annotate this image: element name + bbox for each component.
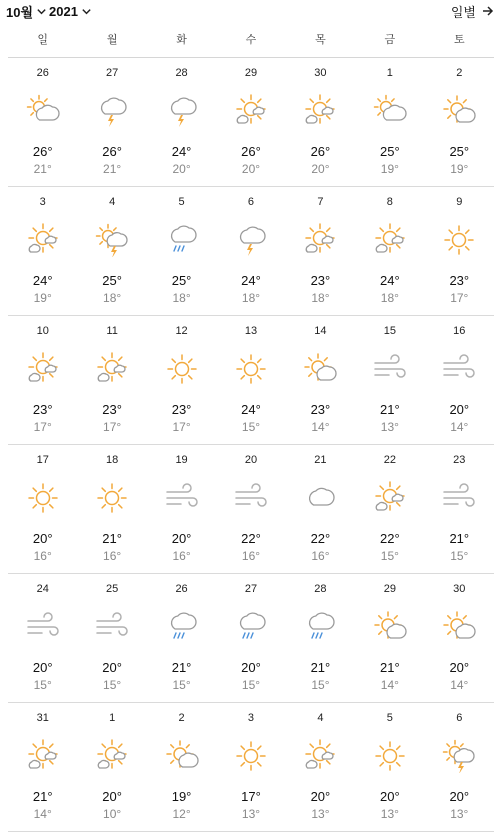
high-temperature: 20° <box>449 789 470 804</box>
sun-small-cloud-icon <box>26 223 60 257</box>
day-number: 5 <box>386 712 393 724</box>
low-temperature: 15° <box>103 678 122 692</box>
rain-cloud-icon <box>234 610 268 644</box>
low-temperature: 13° <box>311 807 330 821</box>
high-temperature: 20° <box>102 660 122 675</box>
sun-small-cloud-icon <box>26 739 60 773</box>
day-number: 2 <box>456 67 463 79</box>
weekday-thu: 목 <box>315 34 326 46</box>
low-temperature: 13° <box>380 807 399 821</box>
calendar-day-cell[interactable] <box>216 58 285 186</box>
day-number: 27 <box>244 583 258 595</box>
day-number: 30 <box>314 67 327 79</box>
sun-thunder-icon <box>442 739 476 773</box>
calendar-day-cell[interactable] <box>147 316 216 444</box>
calendar-day-cell[interactable] <box>355 445 424 573</box>
calendar-day-cell[interactable] <box>286 58 355 186</box>
low-temperature: 15° <box>33 678 52 692</box>
high-temperature: 20° <box>310 789 331 804</box>
low-temperature: 15° <box>380 549 399 563</box>
day-number: 22 <box>383 454 396 466</box>
weekday-fri: 금 <box>384 34 396 46</box>
low-temperature: 16° <box>172 549 191 563</box>
high-temperature: 23° <box>449 273 470 288</box>
low-temperature: 18° <box>311 291 330 305</box>
low-temperature: 13° <box>241 807 261 821</box>
weekday-header <box>0 30 502 50</box>
day-number: 8 <box>386 196 393 208</box>
day-number: 7 <box>317 196 324 208</box>
high-temperature: 25° <box>380 144 400 159</box>
day-number: 10 <box>36 325 49 337</box>
day-number: 26 <box>36 67 49 79</box>
day-number: 28 <box>314 583 327 595</box>
calendar-day-cell[interactable] <box>147 703 216 831</box>
high-temperature: 20° <box>171 531 192 546</box>
sun-small-cloud-icon <box>234 94 268 128</box>
sun-small-cloud-icon <box>303 223 337 257</box>
calendar-day-cell[interactable] <box>286 445 355 573</box>
thunder-cloud-icon <box>95 94 129 128</box>
high-temperature: 19° <box>171 789 192 804</box>
high-temperature: 24° <box>32 273 53 288</box>
calendar-day-cell[interactable] <box>77 703 146 831</box>
low-temperature: 17° <box>33 420 52 434</box>
calendar-day-cell[interactable] <box>355 574 424 702</box>
calendar-day-cell[interactable] <box>425 703 494 831</box>
sun-small-cloud-icon <box>373 223 407 257</box>
calendar-day-cell[interactable] <box>425 445 494 573</box>
thunder-cloud-icon <box>234 223 268 257</box>
wind-icon <box>26 610 60 644</box>
partly-cloudy-icon <box>373 610 407 644</box>
day-number: 1 <box>386 67 393 79</box>
wind-icon <box>95 610 129 644</box>
weekday-tue: 화 <box>176 34 187 46</box>
calendar-week-row <box>8 187 494 316</box>
sun-small-cloud-icon <box>303 94 337 128</box>
rain-cloud-icon <box>165 610 199 644</box>
day-number: 26 <box>175 583 188 595</box>
day-number: 27 <box>106 67 119 79</box>
high-temperature: 26° <box>102 144 122 159</box>
sun-behind-cloud-icon <box>373 94 407 128</box>
calendar-day-cell[interactable] <box>286 187 355 315</box>
low-temperature: 14° <box>33 807 52 821</box>
wind-icon <box>442 352 476 386</box>
sun-small-cloud-icon <box>26 352 60 386</box>
high-temperature: 24° <box>171 144 192 159</box>
day-number: 4 <box>109 196 116 208</box>
high-temperature: 20° <box>32 660 53 675</box>
calendar-week-row <box>8 58 494 187</box>
calendar-week-row <box>8 316 494 445</box>
calendar-day-cell[interactable] <box>216 187 285 315</box>
day-number: 20 <box>244 454 258 466</box>
high-temperature: 26° <box>241 144 261 159</box>
calendar-header <box>0 0 502 24</box>
day-number: 13 <box>244 325 258 337</box>
calendar-day-cell[interactable] <box>216 316 285 444</box>
day-number: 14 <box>314 325 327 337</box>
high-temperature: 22° <box>241 531 261 546</box>
calendar-day-cell[interactable] <box>355 187 424 315</box>
day-number: 1 <box>109 712 116 724</box>
low-temperature: 18° <box>103 291 122 305</box>
day-number: 25 <box>106 583 119 595</box>
sun-small-cloud-icon <box>95 352 129 386</box>
high-temperature: 24° <box>380 273 400 288</box>
calendar-day-cell[interactable] <box>8 187 77 315</box>
year-selector[interactable] <box>49 2 92 20</box>
calendar-week-row <box>8 574 494 703</box>
calendar-day-cell[interactable] <box>8 316 77 444</box>
day-number: 15 <box>383 325 396 337</box>
calendar-day-cell[interactable] <box>425 316 494 444</box>
high-temperature: 25° <box>449 144 470 159</box>
low-temperature: 16° <box>103 549 122 563</box>
low-temperature: 14° <box>450 678 469 692</box>
calendar-day-cell[interactable] <box>355 316 424 444</box>
partly-cloudy-icon <box>303 352 337 386</box>
sun-small-cloud-icon <box>95 739 129 773</box>
partly-cloudy-icon <box>442 94 476 128</box>
calendar-day-cell[interactable] <box>8 58 77 186</box>
high-temperature: 24° <box>241 402 261 417</box>
day-number: 12 <box>175 325 188 337</box>
partly-cloudy-icon <box>165 739 199 773</box>
chevron-down-icon <box>36 6 47 17</box>
high-temperature: 20° <box>102 789 122 804</box>
day-number: 16 <box>453 325 466 337</box>
low-temperature: 18° <box>241 291 261 305</box>
year-label: 2021 <box>49 3 78 19</box>
weekday-wed: 수 <box>245 34 257 46</box>
calendar-day-cell[interactable] <box>355 703 424 831</box>
low-temperature: 16° <box>33 549 52 563</box>
high-temperature: 20° <box>380 789 400 804</box>
day-number: 23 <box>453 454 466 466</box>
calendar-day-cell[interactable] <box>286 316 355 444</box>
day-number: 21 <box>314 454 327 466</box>
calendar-day-cell[interactable] <box>77 574 146 702</box>
sun-small-cloud-icon <box>303 739 337 773</box>
calendar-day-cell[interactable] <box>77 316 146 444</box>
low-temperature: 21° <box>103 162 122 176</box>
calendar-day-cell[interactable] <box>147 187 216 315</box>
daily-view-label: 일별 <box>450 4 476 20</box>
day-number: 24 <box>36 583 49 595</box>
low-temperature: 15° <box>450 549 469 563</box>
high-temperature: 20° <box>449 660 470 675</box>
high-temperature: 22° <box>310 531 331 546</box>
high-temperature: 20° <box>449 402 470 417</box>
low-temperature: 14° <box>450 420 469 434</box>
wind-icon <box>442 481 476 515</box>
day-number: 28 <box>175 67 188 79</box>
calendar-day-cell[interactable] <box>77 187 146 315</box>
weekday-sun: 일 <box>37 34 49 46</box>
day-number: 6 <box>456 712 463 724</box>
low-temperature: 15° <box>241 678 261 692</box>
low-temperature: 15° <box>172 678 191 692</box>
low-temperature: 15° <box>241 420 261 434</box>
sun-icon <box>26 481 60 515</box>
calendar-day-cell[interactable] <box>286 574 355 702</box>
day-number: 2 <box>178 712 185 724</box>
day-number: 29 <box>244 67 258 79</box>
high-temperature: 22° <box>380 531 400 546</box>
low-temperature: 17° <box>450 291 469 305</box>
day-number: 29 <box>383 583 396 595</box>
calendar-day-cell[interactable] <box>425 574 494 702</box>
calendar-day-cell[interactable] <box>8 574 77 702</box>
high-temperature: 25° <box>171 273 192 288</box>
day-number: 6 <box>247 196 255 208</box>
sun-icon <box>442 223 476 257</box>
calendar-day-cell[interactable] <box>216 703 285 831</box>
high-temperature: 21° <box>102 531 122 546</box>
sun-icon <box>234 739 268 773</box>
low-temperature: 17° <box>172 420 191 434</box>
wind-icon <box>165 481 199 515</box>
arrow-right-icon <box>482 5 494 17</box>
low-temperature: 12° <box>172 807 191 821</box>
high-temperature: 26° <box>32 144 53 159</box>
calendar-day-cell[interactable] <box>147 574 216 702</box>
low-temperature: 15° <box>311 678 330 692</box>
low-temperature: 20° <box>172 162 191 176</box>
day-number: 31 <box>36 712 49 724</box>
high-temperature: 20° <box>32 531 53 546</box>
high-temperature: 17° <box>241 789 261 804</box>
thunder-cloud-icon <box>165 94 199 128</box>
day-number: 3 <box>39 196 46 208</box>
daily-view-link[interactable] <box>451 2 494 20</box>
day-number: 11 <box>106 325 118 337</box>
high-temperature: 23° <box>102 402 122 417</box>
calendar-day-cell[interactable] <box>216 574 285 702</box>
calendar-week-row <box>8 703 494 832</box>
calendar-day-cell[interactable] <box>77 58 146 186</box>
chevron-down-icon <box>81 6 92 17</box>
day-number: 17 <box>36 454 49 466</box>
cloud-icon <box>303 481 337 515</box>
sun-behind-cloud-icon <box>26 94 60 128</box>
low-temperature: 16° <box>241 549 261 563</box>
sun-icon <box>373 739 407 773</box>
low-temperature: 13° <box>380 420 399 434</box>
rain-cloud-icon <box>303 610 337 644</box>
low-temperature: 19° <box>450 162 469 176</box>
day-number: 9 <box>456 196 463 208</box>
low-temperature: 19° <box>380 162 399 176</box>
day-number: 18 <box>106 454 119 466</box>
high-temperature: 21° <box>171 660 192 675</box>
low-temperature: 18° <box>172 291 191 305</box>
high-temperature: 21° <box>449 531 470 546</box>
day-number: 30 <box>453 583 466 595</box>
high-temperature: 23° <box>310 273 331 288</box>
calendar-day-cell[interactable] <box>425 58 494 186</box>
high-temperature: 25° <box>102 273 122 288</box>
sun-small-cloud-icon <box>373 481 407 515</box>
high-temperature: 21° <box>380 402 400 417</box>
high-temperature: 23° <box>171 402 192 417</box>
low-temperature: 10° <box>103 807 122 821</box>
day-number: 4 <box>317 712 324 724</box>
calendar-day-cell[interactable] <box>216 445 285 573</box>
weekday-sat: 토 <box>453 34 465 46</box>
partly-cloudy-icon <box>442 610 476 644</box>
sun-icon <box>234 352 268 386</box>
calendar-day-cell[interactable] <box>425 187 494 315</box>
low-temperature: 19° <box>33 291 52 305</box>
month-label: 10월 <box>6 4 34 20</box>
calendar-day-cell[interactable] <box>286 703 355 831</box>
sun-icon <box>95 481 129 515</box>
day-number: 5 <box>178 196 185 208</box>
high-temperature: 20° <box>241 660 261 675</box>
high-temperature: 23° <box>310 402 331 417</box>
sun-icon <box>165 352 199 386</box>
low-temperature: 21° <box>33 162 52 176</box>
low-temperature: 17° <box>103 420 122 434</box>
calendar-day-cell[interactable] <box>8 703 77 831</box>
low-temperature: 14° <box>380 678 399 692</box>
day-number: 19 <box>175 454 188 466</box>
high-temperature: 24° <box>241 273 261 288</box>
wind-icon <box>234 481 268 515</box>
high-temperature: 23° <box>32 402 53 417</box>
day-number: 3 <box>247 712 255 724</box>
sun-thunder-icon <box>95 223 129 257</box>
wind-icon <box>373 352 407 386</box>
low-temperature: 20° <box>311 162 330 176</box>
high-temperature: 21° <box>380 660 400 675</box>
weekday-mon: 월 <box>106 34 118 46</box>
high-temperature: 21° <box>310 660 331 675</box>
rain-cloud-icon <box>165 223 199 257</box>
high-temperature: 21° <box>32 789 53 804</box>
calendar-day-cell[interactable] <box>77 445 146 573</box>
calendar-day-cell[interactable] <box>355 58 424 186</box>
month-selector[interactable] <box>6 2 47 20</box>
calendar-day-cell[interactable] <box>8 445 77 573</box>
calendar-day-cell[interactable] <box>147 445 216 573</box>
calendar-week-row <box>8 445 494 574</box>
low-temperature: 16° <box>311 549 330 563</box>
low-temperature: 18° <box>380 291 399 305</box>
low-temperature: 20° <box>241 162 261 176</box>
high-temperature: 26° <box>310 144 331 159</box>
calendar-day-cell[interactable] <box>147 58 216 186</box>
low-temperature: 14° <box>311 420 330 434</box>
low-temperature: 13° <box>450 807 469 821</box>
